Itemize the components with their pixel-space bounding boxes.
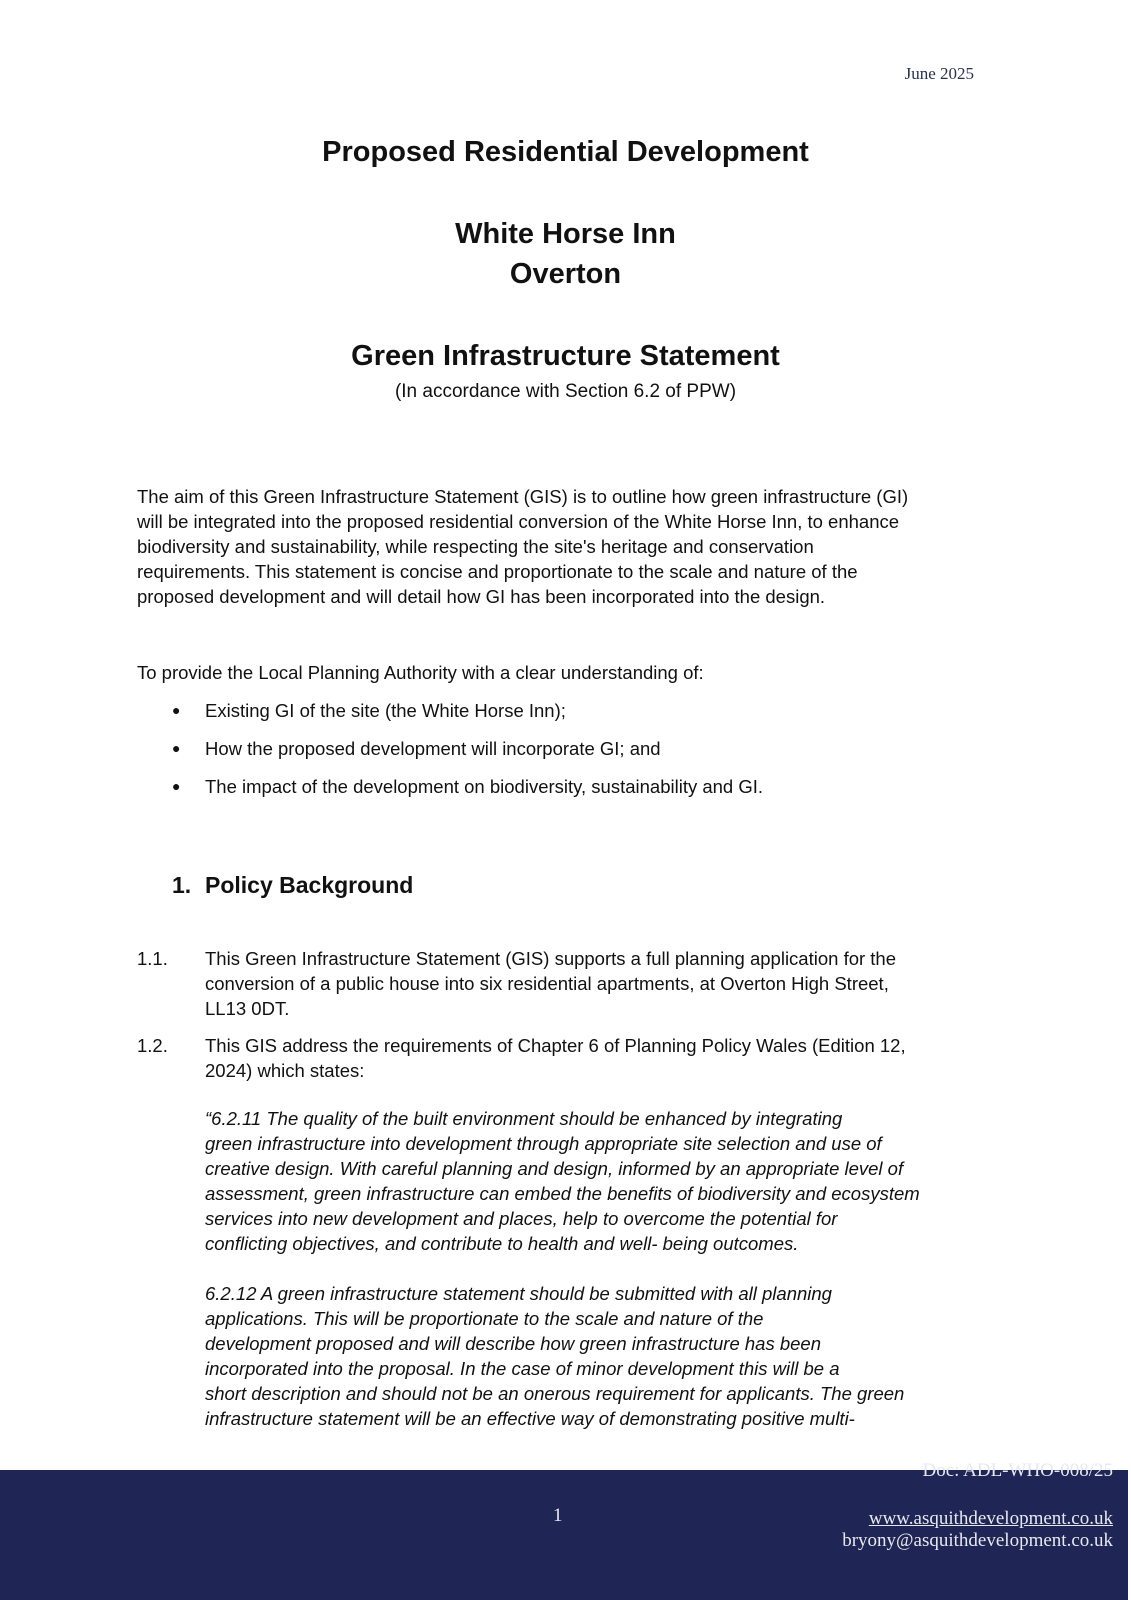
quote-line: infrastructure statement will be an effective way of demonstrating positive multi- [205, 1408, 855, 1429]
document-title: Proposed Residential Development [322, 136, 809, 168]
contact-email[interactable]: bryony@asquithdevelopment.co.uk [842, 1530, 1113, 1551]
website-link[interactable]: www.asquithdevelopment.co.uk [868, 1508, 1113, 1529]
statement-title: Green Infrastructure Statement [351, 340, 780, 372]
text-line: The aim of this Green Infrastructure Statement (GIS) is to outline how green infrastructure (GI) [137, 486, 909, 507]
quote-line: services into new development and places, help to overcome the potential for [205, 1208, 838, 1229]
quote-line: 6.2.12 A green infrastructure statement should be submitted with all planning [205, 1283, 832, 1304]
document-reference: Doc: ADL-WHO-008/25 [922, 1460, 1113, 1481]
site-location: Overton [509, 258, 622, 290]
bullet-icon: ● [172, 740, 181, 756]
quote-line: assessment, green infrastructure can embed the benefits of biodiversity and ecosystem [205, 1183, 920, 1204]
section-heading: Policy Background [205, 872, 414, 898]
section-number: 1. [172, 872, 192, 898]
text-line: proposed development and will detail how GI has been incorporated into the design. [137, 586, 826, 607]
page-number: 1 [553, 1505, 563, 1526]
text-line: conversion of a public house into six residential apartments, at Overton High Street, [205, 973, 889, 994]
paragraph-number: 1.2. [137, 1035, 168, 1056]
bullet-icon: ● [172, 778, 181, 794]
site-name: White Horse Inn [455, 218, 676, 250]
text-line: biodiversity and sustainability, while respecting the site's heritage and conservation [137, 536, 814, 557]
quote-line: “6.2.11 The quality of the built environment should be enhanced by integrating [205, 1108, 843, 1129]
quote-line: green infrastructure into development through appropriate site selection and use of [205, 1133, 882, 1154]
list-item: The impact of the development on biodiversity, sustainability and GI. [205, 776, 764, 797]
paragraph-number: 1.1. [137, 948, 168, 969]
quote-line: short description and should not be an onerous requirement for applicants. The green [205, 1383, 905, 1404]
purpose-lead: To provide the Local Planning Authority with a clear understanding of: [137, 662, 704, 683]
quote-line: development proposed and will describe how green infrastructure has been [205, 1333, 822, 1354]
bullet-icon: ● [172, 702, 181, 718]
text-line: This Green Infrastructure Statement (GIS) supports a full planning application for the [205, 948, 897, 969]
quote-line: incorporated into the proposal. In the case of minor development this will be a [205, 1358, 840, 1379]
text-line: will be integrated into the proposed residential conversion of the White Horse Inn, to enhance [137, 511, 900, 532]
text-line: requirements. This statement is concise and proportionate to the scale and nature of the [137, 561, 858, 582]
quote-line: applications. This will be proportionate to the scale and nature of the [205, 1308, 764, 1329]
statement-subtitle: (In accordance with Section 6.2 of PPW) [394, 381, 737, 402]
text-line: This GIS address the requirements of Chapter 6 of Planning Policy Wales (Edition 12, [205, 1035, 906, 1056]
quote-line: conflicting objectives, and contribute to health and well- being outcomes. [205, 1233, 799, 1254]
list-item: How the proposed development will incorporate GI; and [205, 738, 661, 759]
quote-line: creative design. With careful planning and design, informed by an appropriate level of [205, 1158, 904, 1179]
document-date: June 2025 [904, 64, 974, 83]
list-item: Existing GI of the site (the White Horse Inn); [205, 700, 566, 721]
text-line: LL13 0DT. [205, 998, 290, 1019]
text-line: 2024) which states: [205, 1060, 365, 1081]
